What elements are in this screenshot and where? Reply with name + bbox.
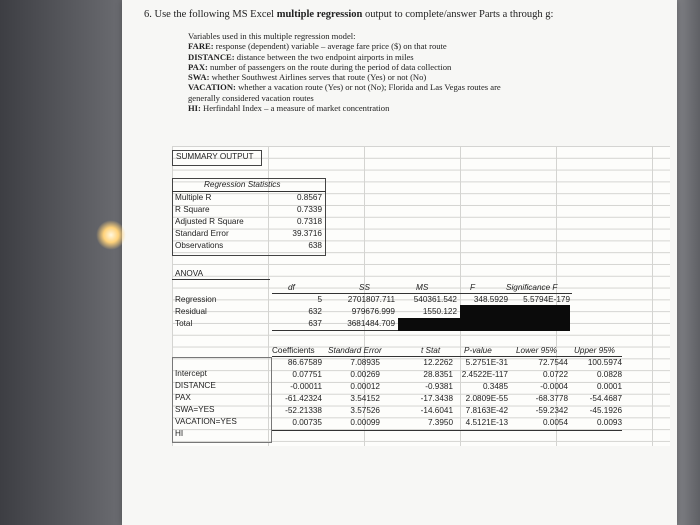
- stat-value: 39.3716: [292, 229, 322, 238]
- stat-value: 0.8567: [296, 193, 322, 202]
- stat-label: Adjusted R Square: [175, 217, 244, 226]
- anova-header-ss: SS: [359, 283, 370, 292]
- coef-lower: -68.3778: [535, 394, 568, 403]
- coef-upper: 0.0001: [596, 382, 622, 391]
- coef-header: Coefficients: [272, 346, 315, 355]
- coef-upper: 0.0828: [596, 370, 622, 379]
- anova-ss: 2701807.711: [347, 295, 395, 304]
- stat-value: 0.7339: [296, 205, 322, 214]
- stat-value: 638: [308, 241, 322, 250]
- coef-upper: 0.0093: [596, 418, 622, 427]
- coef-label-box: [172, 357, 272, 443]
- coef-header: Upper 95%: [574, 346, 615, 355]
- redacted-block: [398, 318, 460, 331]
- coef-upper: -54.4687: [589, 394, 622, 403]
- anova-df: 5: [317, 295, 322, 304]
- regression-statistics-title: Regression Statistics: [204, 180, 281, 189]
- coef-lower: 0.0054: [542, 418, 568, 427]
- anova-ss: 3681484.709: [347, 319, 395, 328]
- anova-df: 637: [308, 319, 322, 328]
- variable-item: PAX: number of passengers on the route during the period of data collection: [188, 61, 452, 72]
- coef-lower: -59.2342: [535, 406, 568, 415]
- variables-intro: Variables used in this multiple regression model:: [188, 31, 356, 41]
- coef-header: t Stat: [421, 346, 441, 355]
- coef-se: 3.54152: [350, 394, 380, 403]
- coef-upper: 100.5974: [587, 358, 622, 367]
- variable-item: HI: Herfindahl Index – a measure of market concentration: [188, 103, 390, 114]
- stat-value: 0.7318: [296, 217, 322, 226]
- stat-label: Standard Error: [175, 229, 229, 238]
- coef-lower: -0.0004: [540, 382, 568, 391]
- anova-title: ANOVA: [175, 269, 204, 278]
- variable-item: generally considered vacation routes: [188, 92, 314, 103]
- anova-df: 632: [308, 307, 322, 316]
- coef-row-label: Intercept: [175, 369, 207, 378]
- background-left-shadow: [0, 0, 120, 525]
- coef-se: 0.00012: [350, 382, 380, 391]
- coef-t: 7.3950: [427, 418, 453, 427]
- light-glare: [96, 220, 126, 250]
- coef-header: Standard Error: [328, 346, 382, 355]
- coef-header: P-value: [464, 346, 492, 355]
- rule: [272, 293, 572, 294]
- coef-value: 0.00735: [292, 418, 322, 427]
- coef-se: 7.08935: [350, 358, 380, 367]
- anova-sig: 5.5794E-179: [523, 295, 570, 304]
- anova-row-label: Residual: [175, 307, 207, 316]
- excel-output: [122, 0, 677, 525]
- variable-item: FARE: response (dependent) variable – average fare price ($) on that route: [188, 41, 447, 52]
- coef-lower: 72.7544: [538, 358, 568, 367]
- coef-t: 28.8351: [423, 370, 453, 379]
- coef-value: 86.67589: [287, 358, 322, 367]
- stat-label: R Square: [175, 205, 210, 214]
- coef-p: 2.0809E-55: [465, 394, 508, 403]
- coef-t: -17.3438: [420, 394, 453, 403]
- anova-header-df: df: [288, 283, 295, 292]
- rule: [272, 430, 622, 431]
- question-text: 6. Use the following MS Excel multiple regression output to complete/answer Parts a through g:: [144, 9, 554, 20]
- coef-t: 12.2262: [423, 358, 453, 367]
- anova-header-ms: MS: [416, 283, 429, 292]
- coef-row-label: DISTANCE: [175, 381, 216, 390]
- stat-label: Multiple R: [175, 193, 212, 202]
- anova-ms: 1550.122: [422, 307, 457, 316]
- summary-title: SUMMARY OUTPUT: [176, 152, 254, 161]
- stat-label: Observations: [175, 241, 224, 250]
- coef-t: -14.6041: [420, 406, 453, 415]
- coef-p: 5.2751E-31: [465, 358, 508, 367]
- coef-se: 0.00099: [350, 418, 380, 427]
- anova-f: 348.5929: [473, 295, 508, 304]
- anova-row-label: Total: [175, 319, 193, 328]
- coef-row-label: PAX: [175, 393, 191, 402]
- coef-p: 4.5121E-13: [465, 418, 508, 427]
- coef-lower: 0.0722: [542, 370, 568, 379]
- coef-p: 2.4522E-117: [461, 370, 508, 379]
- coef-header: Lower 95%: [516, 346, 557, 355]
- variable-item: DISTANCE: distance between the two endpoint airports in miles: [188, 51, 414, 62]
- coef-p: 7.8163E-42: [465, 406, 508, 415]
- anova-header-sig: Significance F: [506, 283, 558, 292]
- paper-sheet: [122, 0, 677, 525]
- anova-header-f: F: [470, 283, 476, 292]
- coef-upper: -45.1926: [589, 406, 622, 415]
- rule: [272, 356, 622, 357]
- anova-ms: 540361.542: [413, 295, 457, 304]
- coef-se: 0.00269: [350, 370, 380, 379]
- variable-item: SWA: whether Southwest Airlines serves that route (Yes) or not (No): [188, 72, 427, 83]
- coef-value: -61.42324: [285, 394, 322, 403]
- variable-item: VACATION: whether a vacation route (Yes) or not (No); Florida and Las Vegas routes are: [188, 82, 501, 93]
- coef-p: 0.3485: [482, 382, 508, 391]
- coef-row-label: VACATION=YES: [175, 417, 237, 426]
- coef-value: -52.21338: [285, 406, 322, 415]
- rule: [172, 279, 270, 280]
- coef-row-label: HI: [175, 429, 184, 438]
- coef-value: 0.07751: [292, 370, 322, 379]
- coef-se: 3.57526: [350, 406, 380, 415]
- anova-ss: 979676.999: [351, 307, 395, 316]
- redacted-block: [460, 305, 570, 331]
- coef-row-label: SWA=YES: [175, 405, 215, 414]
- coef-t: -0.9381: [425, 382, 453, 391]
- rule: [172, 191, 326, 192]
- anova-row-label: Regression: [175, 295, 217, 304]
- coef-value: -0.00011: [290, 382, 322, 391]
